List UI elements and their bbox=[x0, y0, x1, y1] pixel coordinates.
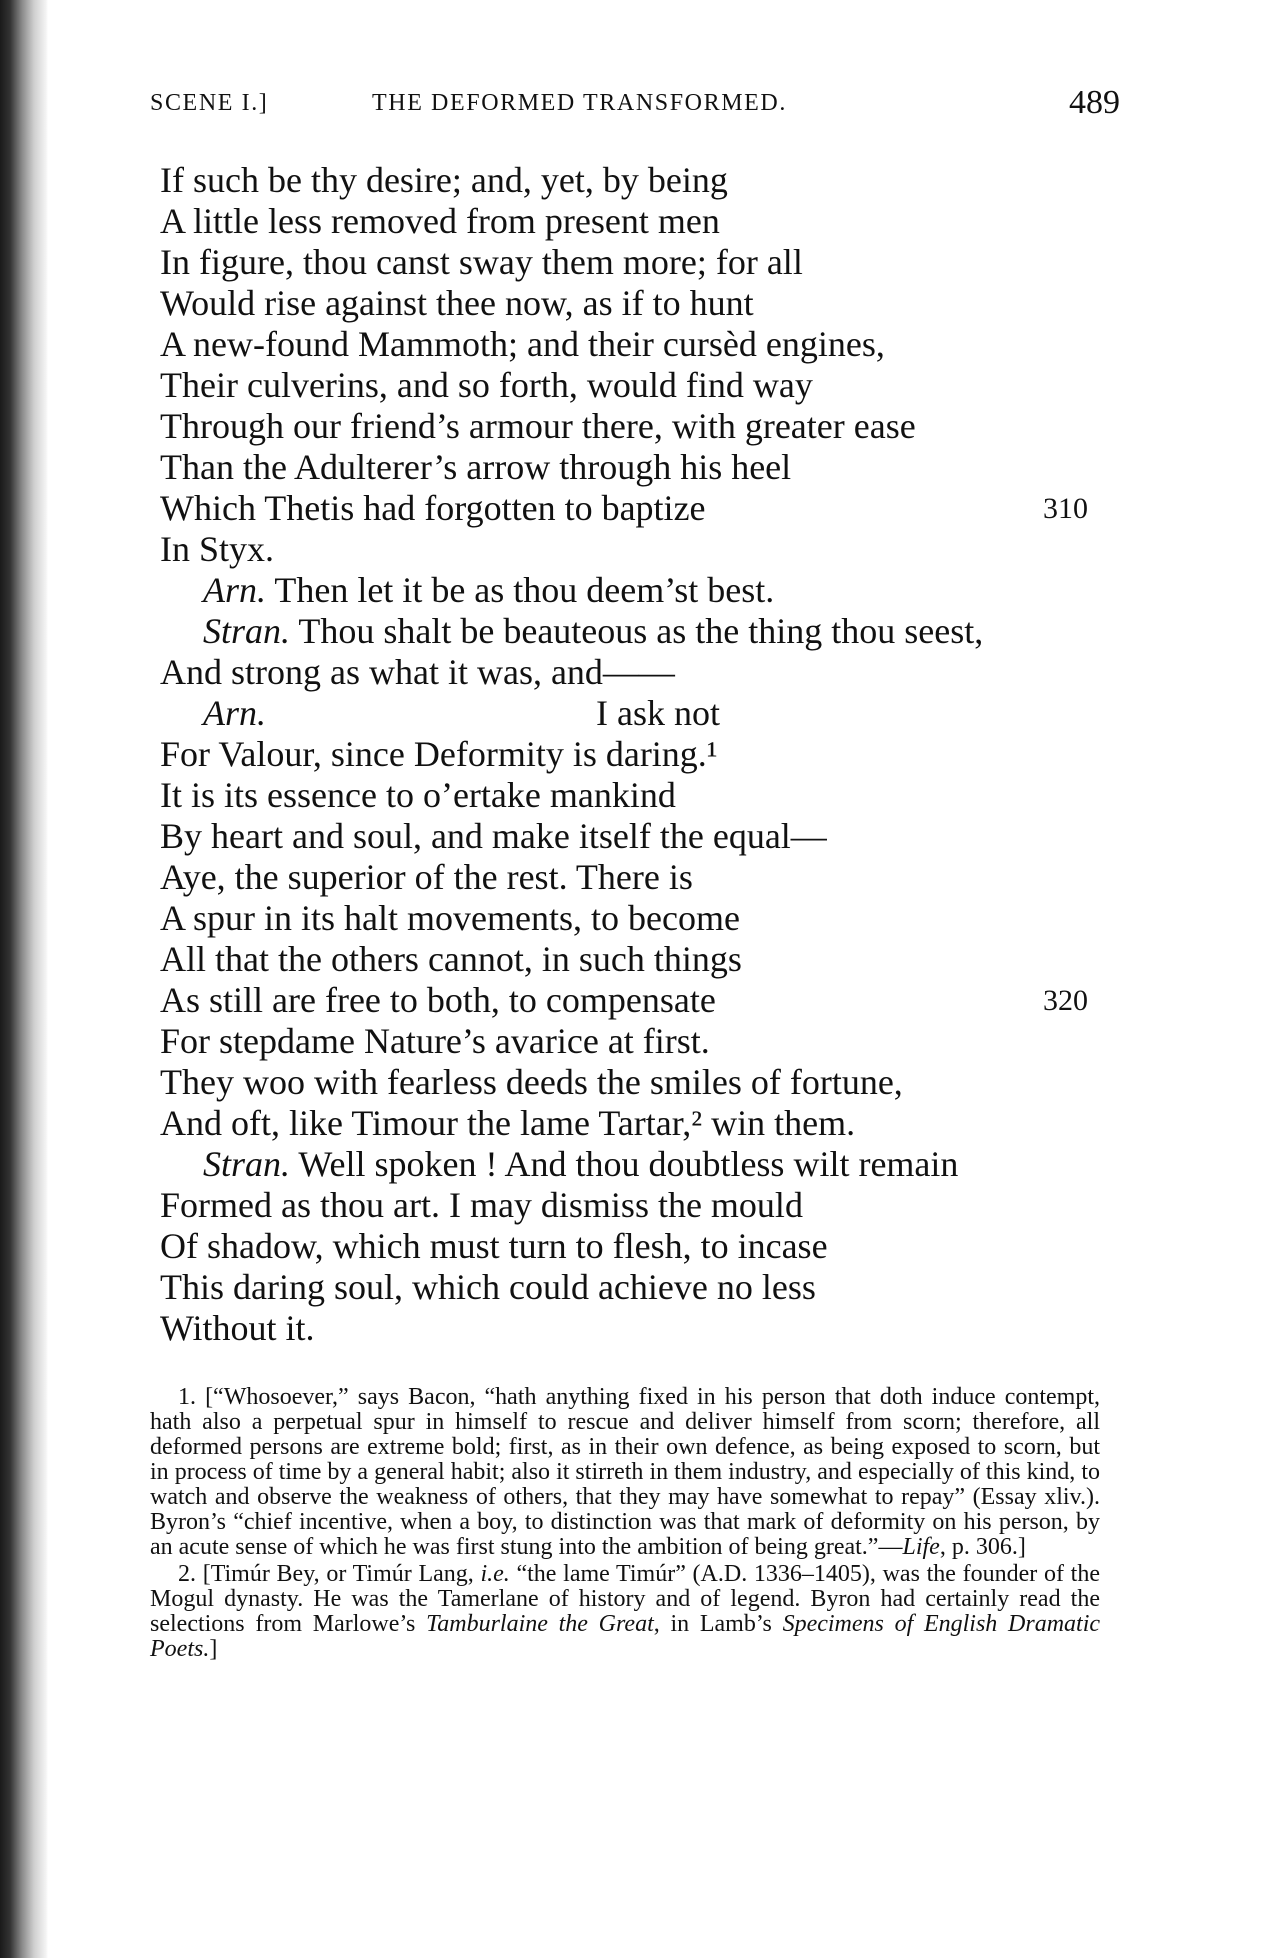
verse-text: It is its essence to o’ertake mankind bbox=[160, 775, 676, 815]
verse-text: Well spoken ! And thou doubtless wilt remain bbox=[298, 1144, 959, 1184]
page-number: 489 bbox=[1069, 84, 1120, 121]
verse-line bbox=[160, 898, 1120, 939]
verse-line bbox=[160, 447, 1120, 488]
verse-text: Which Thetis had forgotten to baptize bbox=[160, 488, 706, 528]
verse-text: This daring soul, which could achieve no less bbox=[160, 1267, 816, 1307]
speaker-name: Stran. bbox=[203, 1144, 291, 1184]
verse-text: And oft, like Timour the lame Tartar,² win them. bbox=[160, 1103, 856, 1143]
verse-line bbox=[160, 201, 1120, 242]
verse-line bbox=[160, 939, 1120, 980]
verse-line bbox=[160, 1308, 1120, 1349]
verse-text: All that the others cannot, in such things bbox=[160, 939, 742, 979]
verse-text: If such be thy desire; and, yet, by being bbox=[160, 160, 728, 200]
verse-line bbox=[160, 611, 1120, 652]
verse-text: And strong as what it was, and—— bbox=[160, 652, 675, 692]
verse-text: For stepdame Nature’s avarice at first. bbox=[160, 1021, 710, 1061]
verse-text: Of shadow, which must turn to flesh, to incase bbox=[160, 1226, 828, 1266]
verse-line bbox=[160, 488, 1120, 529]
verse-text: Would rise against thee now, as if to hunt bbox=[160, 283, 754, 323]
verse-line bbox=[160, 324, 1120, 365]
line-number: 320 bbox=[1043, 984, 1088, 1017]
verse-line bbox=[160, 816, 1120, 857]
verse-line bbox=[160, 570, 1120, 611]
footnote-1: 1. [“Whosoever,” says Bacon, “hath anything fixed in his person that doth induce contempt, hath also a perpetual spur in himself to rescue and deliver himself from scorn; therefore, all deformed persons are extreme bold; first, as in their own defence, as being exposed to scorn, but in process of time by a general habit; also it stirreth in them industry, and especially of this kind, to watch and observe the weakness of others, that they may have somewhat to repay” (Essay xliv.). Byron’s “chief incentive, when a boy, to distinction was that mark of deformity on his person, by an acute sense of which he was first stung into the ambition of being great.”—Life, p. 306.] bbox=[150, 1384, 1100, 1560]
verse-text: They woo with fearless deeds the smiles of fortune, bbox=[160, 1062, 903, 1102]
verse-line bbox=[160, 734, 1120, 775]
speaker-name: Arn. bbox=[203, 693, 266, 733]
verse-text: A little less removed from present men bbox=[160, 201, 720, 241]
verse-text: A spur in its halt movements, to become bbox=[160, 898, 740, 938]
running-title: THE DEFORMED TRANSFORMED. bbox=[372, 90, 787, 116]
verse-line bbox=[160, 857, 1120, 898]
verse-line bbox=[160, 365, 1120, 406]
verse-text: In Styx. bbox=[160, 529, 275, 569]
verse-line bbox=[160, 1226, 1120, 1267]
verse-line bbox=[160, 1021, 1120, 1062]
running-header bbox=[150, 84, 1120, 124]
verse-line bbox=[160, 1144, 1120, 1185]
speaker-name: Arn. bbox=[203, 570, 266, 610]
verse-line bbox=[160, 693, 1120, 734]
verse-text: In figure, thou canst sway them more; for all bbox=[160, 242, 803, 282]
verse-text: Than the Adulterer’s arrow through his heel bbox=[160, 447, 792, 487]
verse-text: A new-found Mammoth; and their cursèd engines, bbox=[160, 324, 885, 364]
verse-text: Through our friend’s armour there, with greater ease bbox=[160, 406, 916, 446]
line-number: 310 bbox=[1043, 492, 1088, 525]
verse-line bbox=[160, 652, 1120, 693]
verse-text: Formed as thou art. I may dismiss the mould bbox=[160, 1185, 803, 1225]
verse-text: Their culverins, and so forth, would find way bbox=[160, 365, 813, 405]
verse-block bbox=[160, 160, 1120, 1349]
verse-line bbox=[160, 529, 1120, 570]
verse-text: Aye, the superior of the rest. There is bbox=[160, 857, 693, 897]
verse-text: Then let it be as thou deem’st best. bbox=[274, 570, 775, 610]
verse-line bbox=[160, 242, 1120, 283]
verse-text: By heart and soul, and make itself the equal— bbox=[160, 816, 827, 856]
verse-text: Thou shalt be beauteous as the thing thou seest, bbox=[298, 611, 984, 651]
verse-line bbox=[160, 775, 1120, 816]
footnote-2: 2. [Timúr Bey, or Timúr Lang, i.e. “the lame Timúr” (A.D. 1336–1405), was the founder of the Mogul dynasty. He was the Tamerlane of history and of legend. Byron had certainly read the selections from Marlowe’s Tamburlaine the Great, in Lamb’s Specimens of English Dramatic Poets.] bbox=[150, 1561, 1101, 1662]
speaker-name: Stran. bbox=[203, 611, 291, 651]
verse-line bbox=[160, 1062, 1120, 1103]
footnotes bbox=[150, 1385, 1100, 1664]
verse-line bbox=[160, 1103, 1120, 1144]
verse-line bbox=[160, 406, 1120, 447]
verse-line bbox=[160, 1267, 1120, 1308]
verse-line bbox=[160, 283, 1120, 324]
book-spine-shadow bbox=[0, 0, 48, 1958]
verse-text: Without it. bbox=[160, 1308, 315, 1348]
verse-line bbox=[160, 980, 1120, 1021]
verse-line bbox=[160, 160, 1120, 201]
scene-label: SCENE I.] bbox=[150, 90, 269, 116]
verse-text: As still are free to both, to compensate bbox=[160, 980, 716, 1020]
verse-text: For Valour, since Deformity is daring.¹ bbox=[160, 734, 718, 774]
verse-line bbox=[160, 1185, 1120, 1226]
verse-text: I ask not bbox=[596, 693, 720, 733]
